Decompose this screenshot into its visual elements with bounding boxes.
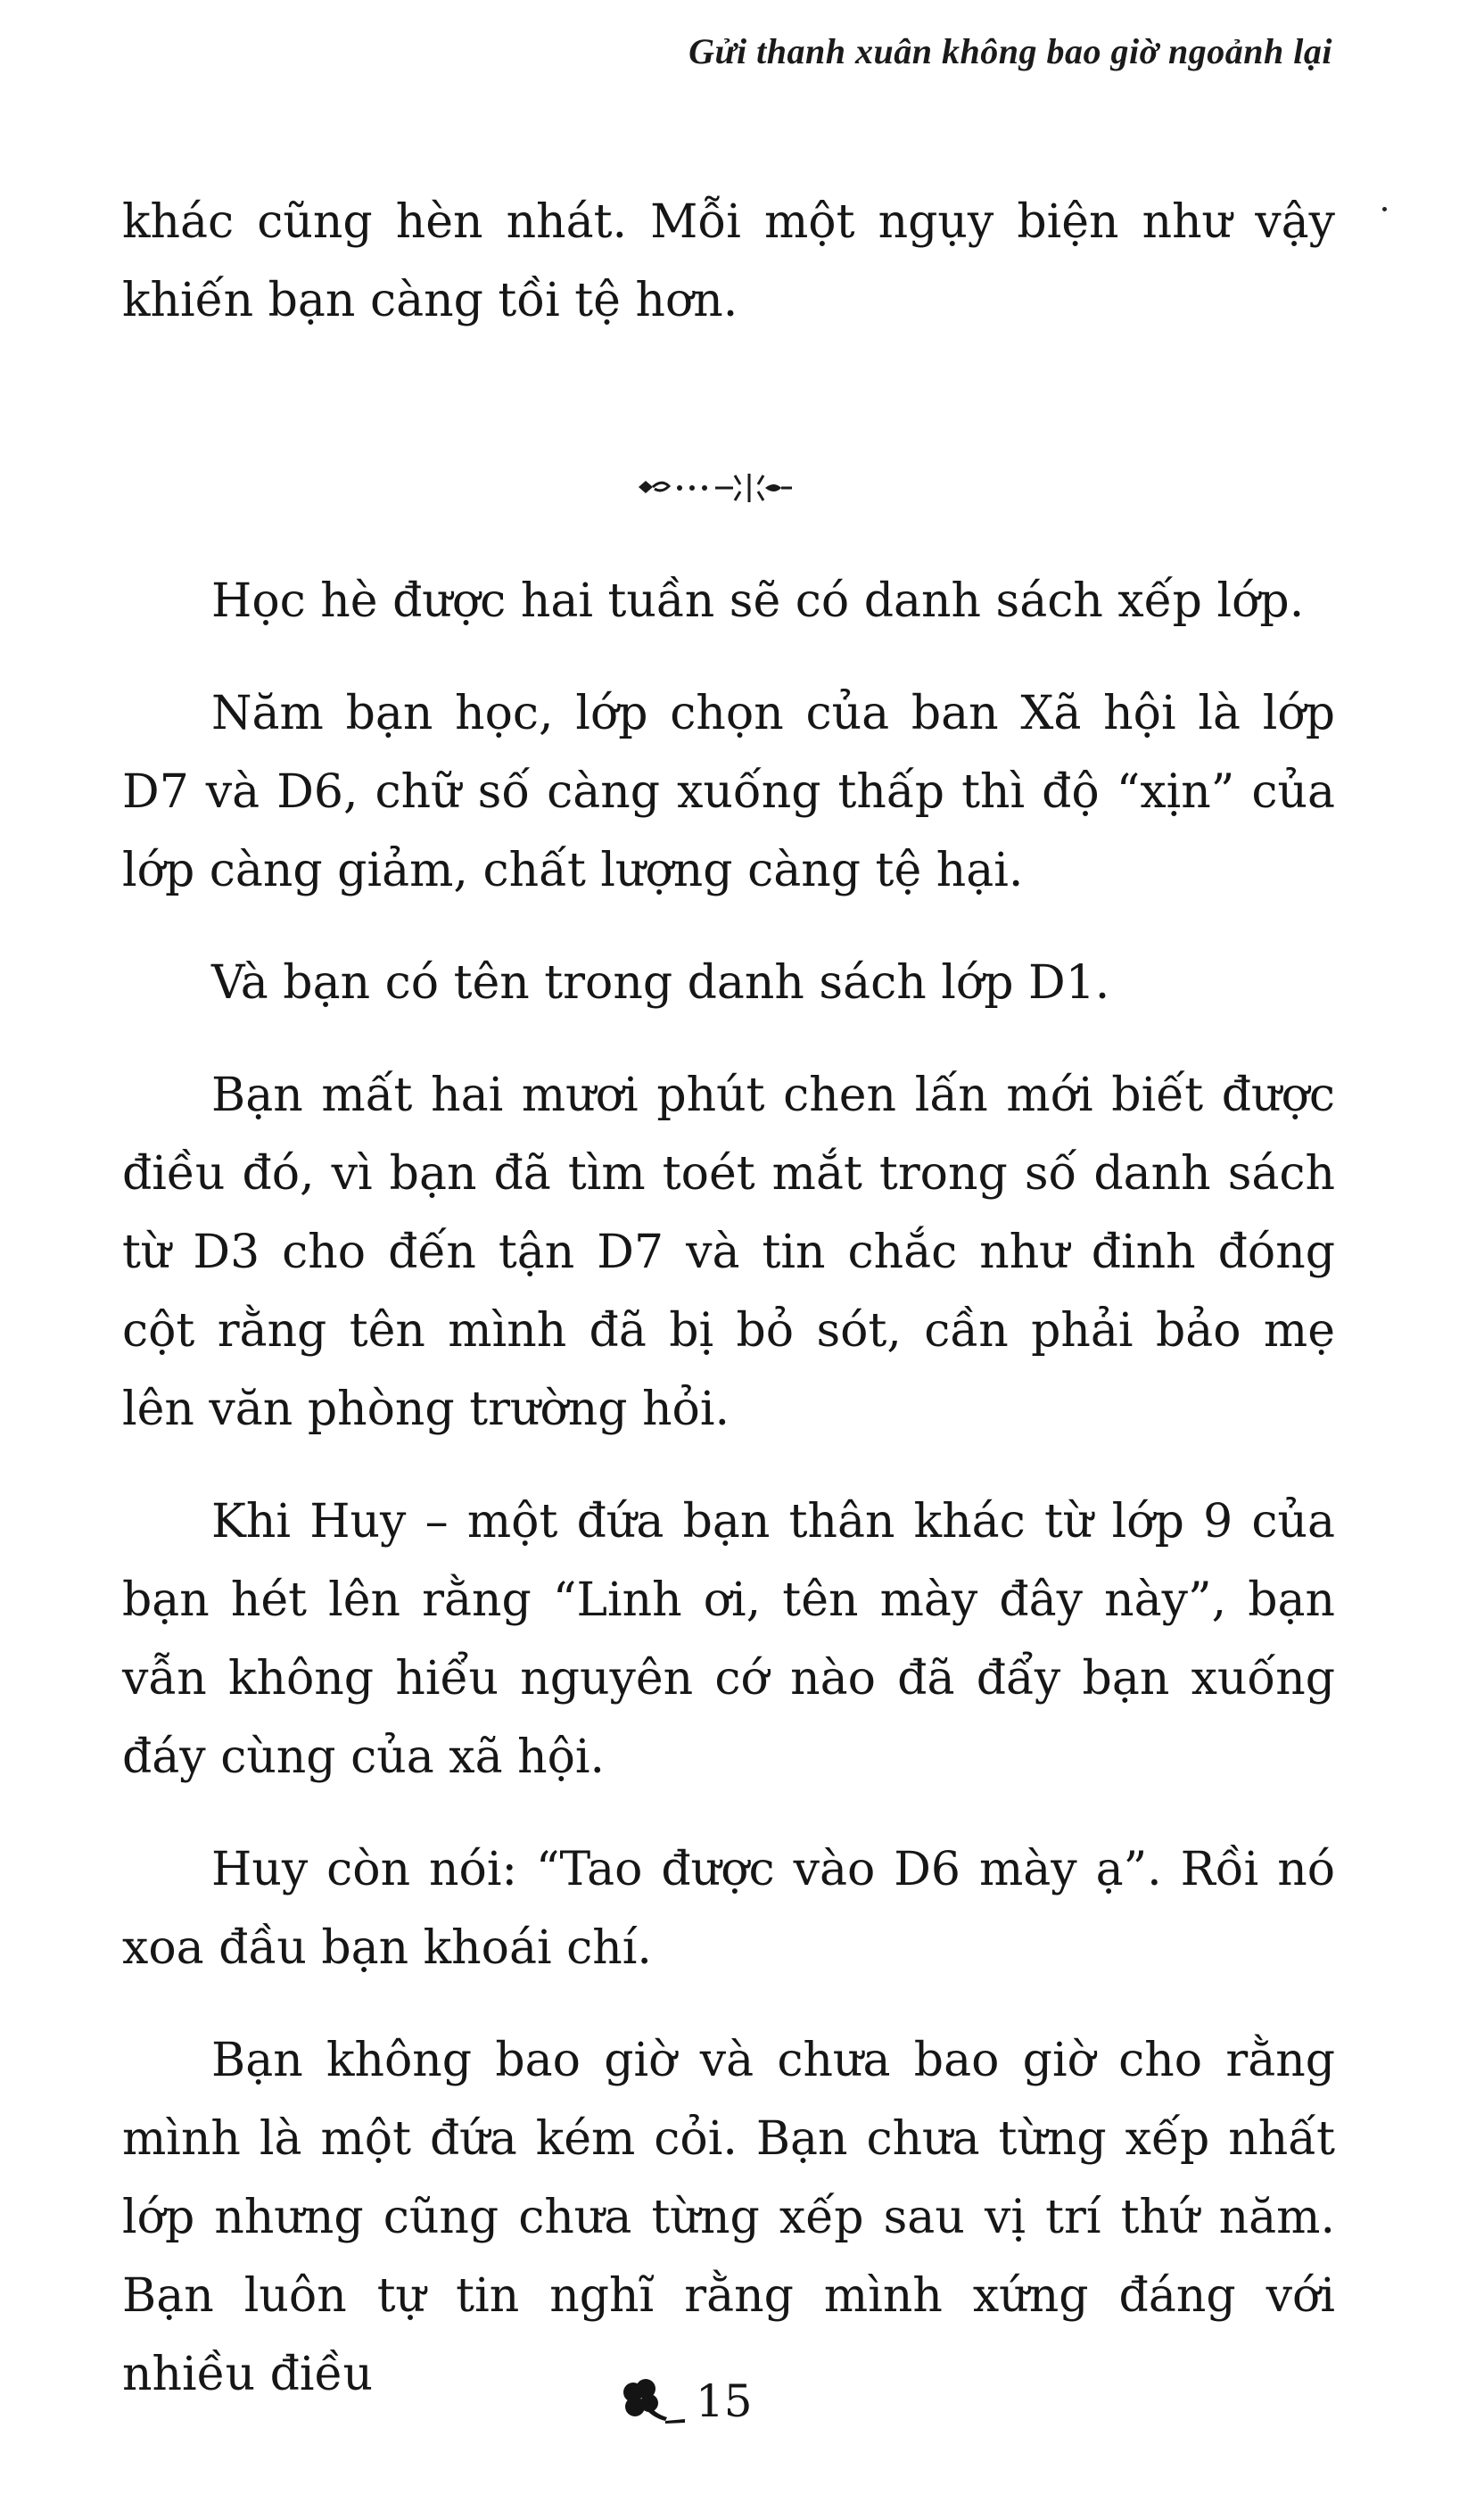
page-footer	[615, 2366, 753, 2437]
body-text	[122, 183, 1335, 340]
paragraph: Học hè được hai tuần sẽ có danh sách xếp lớp.	[211, 574, 1305, 628]
paragraph: Huy còn nói: “Tao được vào D6 mày ạ”. Rồi nó xoa đầu bạn khoái chí.	[122, 1843, 1335, 1975]
running-header: Gửi thanh xuân không bao giờ ngoảnh lại	[688, 31, 1332, 71]
page-number: 15	[696, 2375, 753, 2427]
paragraph: Khi Huy – một đứa bạn thân khác từ lớp 9 của bạn hét lên rằng “Linh ơi, tên mày đây này”, bạn vẫn không hiểu nguyên cớ nào đã đẩy bạn xuống đáy cùng của xã hội.	[122, 1495, 1335, 1784]
body-paragraphs	[122, 562, 1335, 2414]
clover-leaf-icon	[615, 2376, 687, 2426]
paragraph: Bạn không bao giờ và chưa bao giờ cho rằng mình là một đứa kém cỏi. Bạn chưa từng xếp nhất lớp nhưng cũng chưa từng xếp sau vị trí thứ năm. Bạn luôn tự tin nghĩ rằng mình xứng đáng với nhiều điều	[122, 2034, 1335, 2401]
opening-paragraph: khác cũng hèn nhát. Mỗi một ngụy biện như vậy khiến bạn càng tồi tệ hơn.	[122, 195, 1335, 327]
stray-ink-dot	[1382, 207, 1387, 211]
paragraph: Năm bạn học, lớp chọn của ban Xã hội là lớp D7 và D6, chữ số càng xuống thấp thì độ “xịn” của lớp càng giảm, chất lượng càng tệ hại.	[122, 687, 1335, 897]
section-divider-ornament-icon	[635, 467, 796, 508]
paragraph: Bạn mất hai mươi phút chen lấn mới biết được điều đó, vì bạn đã tìm toét mắt trong số danh sách từ D3 cho đến tận D7 và tin chắc như đinh đóng cột rằng tên mình đã bị bỏ sót, cần phải bảo mẹ lên văn phòng trường hỏi.	[122, 1069, 1335, 1436]
paragraph: Và bạn có tên trong danh sách lớp D1.	[211, 956, 1110, 1010]
